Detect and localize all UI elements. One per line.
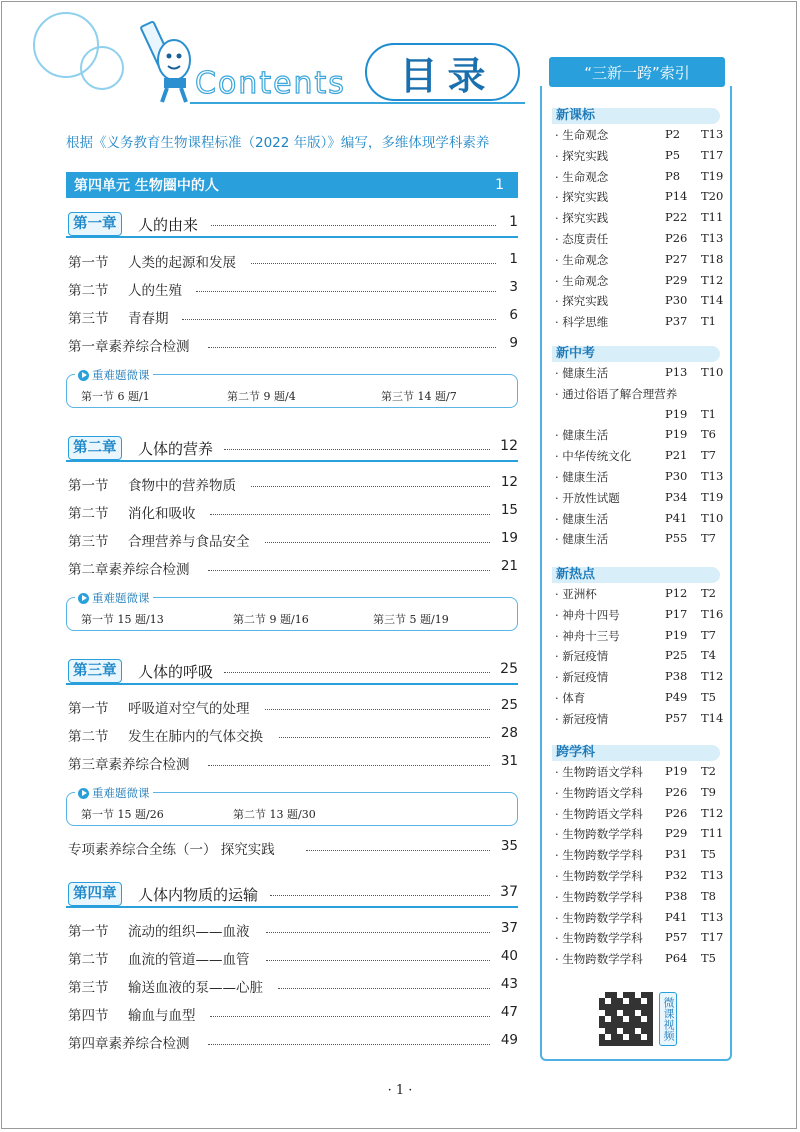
index-item[interactable]: [555, 868, 725, 886]
toc-entry[interactable]: [68, 948, 518, 968]
toc-entry[interactable]: [68, 307, 518, 327]
leader-dots: [208, 347, 496, 348]
toc-entry[interactable]: [68, 502, 518, 522]
index-item-topic: · 健康生活: [555, 511, 609, 526]
section-page: 47: [500, 1004, 518, 1020]
index-item[interactable]: [555, 711, 725, 729]
index-item-page: P34: [665, 489, 688, 504]
section-number: 第二节: [68, 283, 109, 299]
micro-lesson-tag: [75, 367, 153, 383]
leader-dots: [210, 1016, 490, 1017]
index-item-page: P64: [665, 951, 688, 966]
index-item-topic: · 探究实践: [555, 211, 609, 226]
index-item-question: T5: [701, 951, 716, 966]
index-item-topic: · 探究实践: [555, 148, 609, 163]
section-title: 呼吸道对空气的处理: [128, 701, 250, 717]
chapter-title: 人的由来: [138, 216, 199, 234]
index-item[interactable]: [555, 826, 725, 844]
index-item-page: P30: [665, 293, 688, 308]
index-item[interactable]: [555, 314, 725, 332]
index-item[interactable]: [555, 386, 725, 404]
index-item-topic: · 新冠疫情: [555, 649, 609, 664]
index-item-topic: · 生物跨语文学科: [555, 765, 643, 779]
index-item-topic: · 生物跨数学学科: [555, 827, 643, 842]
qr-label: 微课视频: [659, 992, 677, 1046]
index-item-question: T5: [701, 690, 716, 704]
index-item-topic: · 生物跨数学学科: [555, 931, 643, 946]
index-item-question: T7: [701, 531, 716, 546]
qr-module: [605, 1034, 611, 1040]
section-page: 28: [500, 725, 518, 741]
section-number: 第一节: [68, 924, 109, 940]
index-item-topic: · 生命观念: [555, 273, 609, 288]
index-item-page: P17: [665, 606, 688, 621]
section-number: 第二节: [68, 952, 109, 968]
index-item-page: P19: [665, 427, 688, 442]
index-item[interactable]: [555, 806, 725, 824]
page-number: · 1 ·: [387, 1083, 413, 1098]
index-item-topic: · 体育: [555, 691, 586, 705]
micro-lesson-box: [66, 368, 518, 408]
section-number: 第一节: [68, 701, 109, 717]
toc-entry[interactable]: [68, 279, 518, 299]
index-item-page: P22: [665, 210, 688, 225]
micro-lesson-label: 重难题微课: [92, 368, 150, 382]
chapter-page: 1: [509, 214, 518, 230]
section-number: 第三节: [68, 980, 109, 996]
section-page: 40: [500, 948, 518, 964]
index-item[interactable]: [555, 607, 725, 625]
index-category: 新课标: [552, 108, 720, 124]
leader-dots: [208, 765, 490, 766]
play-icon: [78, 593, 89, 604]
micro-lesson-item[interactable]: 第三节 5 题/19: [373, 613, 449, 626]
unit-title: 第四单元 生物圈中的人: [74, 178, 219, 194]
index-item-question: T13: [701, 127, 724, 141]
leader-dots: [182, 319, 496, 320]
index-item-topic: · 中华传统文化: [555, 449, 632, 464]
chapter-tag: 第二章: [68, 436, 122, 460]
section-title: 人类的起源和发展: [128, 255, 236, 271]
section-number: 第四节: [68, 1008, 109, 1024]
index-item-topic: · 神舟十三号: [555, 628, 620, 643]
index-item-topic: · 生命观念: [555, 169, 609, 184]
index-item-question: T9: [701, 784, 716, 799]
leader-dots: [251, 263, 496, 264]
chapter-4[interactable]: [66, 882, 518, 908]
index-item-question: T16: [701, 606, 724, 621]
index-item-topic: · 亚洲杯: [555, 587, 597, 601]
chapter-page: 25: [500, 661, 518, 677]
index-item-page: P26: [665, 784, 688, 799]
leader-dots: [208, 570, 490, 571]
chapter-title: 人体内物质的运输: [138, 886, 259, 904]
index-item-page: P19: [665, 764, 688, 778]
section-title: 第二章素养综合检测: [68, 562, 190, 578]
index-item-question: T2: [701, 764, 716, 778]
chapter-3[interactable]: [66, 659, 518, 685]
index-item[interactable]: [555, 169, 725, 187]
leader-dots: [196, 291, 496, 292]
index-item-page: P2: [665, 127, 681, 141]
index-item-question: T19: [701, 168, 724, 183]
qr-code-icon[interactable]: [599, 992, 653, 1046]
qr-module: [623, 1034, 629, 1040]
toc-entry[interactable]: [68, 697, 518, 717]
micro-lesson-item[interactable]: 第一节 6 题/1: [81, 390, 150, 403]
leader-dots: [208, 1044, 490, 1045]
section-number: 第二节: [68, 729, 109, 745]
index-item-page: P37: [665, 314, 688, 329]
index-item-question: T8: [701, 888, 716, 903]
index-item-page: P27: [665, 251, 688, 266]
index-item-page: P38: [665, 888, 688, 903]
section-page: 15: [500, 502, 518, 518]
index-item-question: T18: [701, 251, 724, 266]
index-item[interactable]: [555, 531, 725, 549]
section-page: 3: [509, 279, 518, 295]
index-item-page: P19: [665, 406, 688, 421]
index-item-page: P29: [665, 272, 688, 287]
index-item-topic: · 生命观念: [555, 252, 609, 267]
index-item[interactable]: [555, 490, 725, 508]
play-icon: [78, 370, 89, 381]
index-item[interactable]: [555, 448, 725, 466]
leader-dots: [265, 709, 490, 710]
contents-heading: Contents: [195, 66, 346, 101]
index-item[interactable]: [555, 293, 725, 311]
micro-lesson-box: [66, 591, 518, 631]
index-item-page: P32: [665, 868, 688, 882]
index-item[interactable]: [555, 427, 725, 445]
section-title: 发生在肺内的气体交换: [128, 729, 263, 745]
section-title: 食物中的营养物质: [128, 478, 236, 494]
index-item-topic: · 探究实践: [555, 190, 609, 205]
pencil-mascot-icon: [140, 16, 200, 106]
index-item-page: P8: [665, 168, 681, 183]
chapter-page: 37: [500, 884, 518, 900]
decor-circle-small: [80, 46, 124, 90]
section-page: 6: [509, 307, 518, 323]
index-item-page: P29: [665, 826, 688, 841]
index-item-topic: · 探究实践: [555, 294, 609, 309]
leader-dots: [224, 449, 490, 450]
section-title: 血流的管道——血管: [128, 952, 250, 968]
micro-lesson-label: 重难题微课: [92, 786, 150, 800]
toc-entry[interactable]: [68, 474, 518, 494]
leader-dots: [251, 486, 490, 487]
index-item-question: T13: [701, 868, 724, 882]
index-item[interactable]: [555, 785, 725, 803]
index-item[interactable]: [555, 273, 725, 291]
leader-dots: [210, 514, 490, 515]
section-page: 43: [500, 976, 518, 992]
index-item-question: T13: [701, 469, 724, 483]
qr-module: [641, 1016, 647, 1022]
index-item-topic: · 通过俗语了解合理营养: [555, 386, 678, 401]
leader-dots: [266, 960, 490, 961]
chapter-title: 人体的呼吸: [138, 663, 214, 681]
qr-module: [641, 1034, 647, 1040]
index-item-page: P12: [665, 586, 688, 600]
index-item-question: T13: [701, 909, 724, 924]
section-page: 19: [500, 530, 518, 546]
section-number: 第三节: [68, 534, 109, 550]
section-title: 消化和吸收: [128, 506, 196, 522]
chapter-title: 人体的营养: [138, 440, 214, 458]
header-rule: [190, 102, 525, 104]
section-page: 37: [500, 920, 518, 936]
index-item-topic: · 态度责任: [555, 232, 609, 246]
index-item[interactable]: [555, 127, 725, 145]
index-item-question: T12: [701, 805, 724, 820]
section-page: 1: [509, 251, 518, 267]
index-item-page: P49: [665, 690, 688, 704]
index-item[interactable]: [555, 847, 725, 865]
index-item-question: T20: [701, 189, 724, 204]
index-item-question: T7: [701, 448, 716, 463]
index-category: 跨学科: [552, 745, 720, 761]
section-number: 第一节: [68, 255, 109, 271]
leader-dots: [270, 895, 490, 896]
index-item-question: T11: [701, 826, 724, 841]
index-item[interactable]: [555, 407, 725, 425]
section-title: 第四章素养综合检测: [68, 1036, 190, 1052]
index-item[interactable]: [555, 669, 725, 687]
index-item-question: T17: [701, 147, 724, 162]
leader-dots: [266, 932, 490, 933]
page-title: [365, 43, 520, 101]
index-item-page: P21: [665, 448, 688, 463]
index-item[interactable]: [555, 690, 725, 708]
index-item-topic: · 神舟十四号: [555, 607, 620, 622]
leader-dots: [306, 850, 490, 851]
section-title: 流动的组织——血液: [128, 924, 250, 940]
chapter-tag: 第三章: [68, 659, 122, 683]
section-title: 第三章素养综合检测: [68, 757, 190, 773]
section-page: 35: [500, 838, 518, 854]
unit-page: 1: [495, 177, 504, 193]
qr-module: [641, 998, 647, 1004]
micro-lesson-tag: [75, 590, 153, 606]
index-item[interactable]: [555, 189, 725, 207]
toc-entry[interactable]: [68, 920, 518, 940]
section-page: 25: [500, 697, 518, 713]
chapter-tag: 第四章: [68, 882, 122, 906]
section-title: 输血与血型: [128, 1008, 196, 1024]
index-item-topic: · 健康生活: [555, 470, 609, 484]
index-item-question: T14: [701, 710, 724, 725]
index-item-question: T6: [701, 427, 716, 442]
play-icon: [78, 788, 89, 799]
index-item-question: T1: [701, 314, 716, 329]
index-item-topic: · 生物跨数学学科: [555, 848, 643, 863]
section-title: 人的生殖: [128, 283, 182, 299]
index-item-page: P38: [665, 669, 688, 684]
index-item-question: T13: [701, 231, 724, 245]
index-item[interactable]: [555, 210, 725, 228]
index-item[interactable]: [555, 930, 725, 948]
section-title: 青春期: [128, 311, 169, 327]
toc-entry[interactable]: [68, 976, 518, 996]
index-item-topic: · 开放性试题: [555, 490, 620, 505]
index-item-page: P19: [665, 627, 688, 642]
index-item-page: P41: [665, 909, 688, 924]
qr-module: [623, 1016, 629, 1022]
index-item[interactable]: [555, 231, 725, 249]
index-item-question: T4: [701, 648, 716, 663]
page-title-text: 目录: [399, 53, 496, 98]
leader-dots: [211, 225, 496, 226]
section-number: 第二节: [68, 506, 109, 522]
index-item-question: T2: [701, 586, 716, 600]
index-item-question: T1: [701, 406, 716, 421]
leader-dots: [279, 737, 490, 738]
index-item-page: P26: [665, 231, 688, 245]
index-item[interactable]: [555, 910, 725, 928]
index-title: “三新一跨”索引: [549, 57, 725, 87]
index-item-page: P5: [665, 147, 681, 162]
toc-entry[interactable]: [68, 335, 518, 355]
toc-entry[interactable]: [68, 251, 518, 271]
index-item-page: P57: [665, 930, 688, 945]
micro-lesson-item[interactable]: 第二节 13 题/30: [233, 808, 316, 821]
toc-entry-special[interactable]: [68, 838, 518, 858]
section-title: 输送血液的泵——心脏: [128, 980, 263, 996]
index-item[interactable]: [555, 365, 725, 383]
qr-module: [605, 1016, 611, 1022]
index-item-topic: · 生物跨语文学科: [555, 785, 643, 800]
index-item-topic: · 健康生活: [555, 428, 609, 443]
micro-lesson-item[interactable]: 第二节 9 题/4: [227, 390, 296, 403]
index-item-question: T10: [701, 365, 724, 379]
micro-lesson-item[interactable]: 第一节 15 题/26: [81, 808, 164, 821]
index-item-topic: · 健康生活: [555, 532, 609, 547]
index-item-topic: · 新冠疫情: [555, 711, 609, 726]
chapter-2[interactable]: [66, 436, 518, 462]
index-item[interactable]: [555, 252, 725, 270]
index-item[interactable]: [555, 628, 725, 646]
index-item-question: T10: [701, 510, 724, 525]
index-item-page: P30: [665, 469, 688, 483]
index-item[interactable]: [555, 469, 725, 487]
index-category: 新中考: [552, 346, 720, 362]
index-item-topic: · 生物跨数学学科: [555, 910, 643, 925]
index-item[interactable]: [555, 951, 725, 969]
index-item[interactable]: [555, 648, 725, 666]
index-item-page: P31: [665, 847, 688, 862]
toc-entry[interactable]: [68, 1032, 518, 1052]
index-item-question: T7: [701, 627, 716, 642]
index-item-topic: · 健康生活: [555, 366, 609, 380]
index-item-page: P26: [665, 805, 688, 820]
qr-module: [605, 998, 611, 1004]
index-item-topic: · 新冠疫情: [555, 670, 609, 685]
index-item-topic: · 科学思维: [555, 315, 609, 330]
toc-entry[interactable]: [68, 1004, 518, 1024]
chapter-tag: 第一章: [68, 212, 122, 236]
index-item[interactable]: [555, 889, 725, 907]
index-item-topic: · 生命观念: [555, 128, 609, 142]
index-item-topic: · 生物跨数学学科: [555, 889, 643, 904]
index-item[interactable]: [555, 511, 725, 529]
index-item-page: P57: [665, 710, 688, 725]
section-page: 31: [500, 753, 518, 769]
index-item-question: T11: [701, 210, 724, 225]
qr-module: [623, 998, 629, 1004]
index-item-question: T5: [701, 847, 716, 862]
chapter-1[interactable]: [66, 212, 518, 238]
toc-entry[interactable]: [68, 753, 518, 773]
section-title: 合理营养与食品安全: [128, 534, 250, 550]
index-item-topic: · 生物跨数学学科: [555, 952, 643, 967]
index-item-page: P41: [665, 510, 688, 525]
micro-lesson-item[interactable]: 第三节 14 题/7: [381, 390, 457, 403]
leader-dots: [265, 542, 490, 543]
micro-lesson-tag: [75, 785, 153, 801]
leader-dots: [278, 988, 490, 989]
micro-lesson-box: [66, 786, 518, 826]
toc-entry[interactable]: [68, 558, 518, 578]
leader-dots: [224, 672, 490, 673]
section-number: 第三节: [68, 311, 109, 327]
chapter-page: 12: [500, 438, 518, 454]
micro-lesson-label: 重难题微课: [92, 591, 150, 605]
section-page: 49: [500, 1032, 518, 1048]
index-item-topic: · 生物跨语文学科: [555, 806, 643, 821]
unit-header[interactable]: [66, 172, 518, 198]
index-item[interactable]: [555, 586, 725, 604]
toc-entry[interactable]: [68, 530, 518, 550]
index-item-page: P55: [665, 531, 688, 546]
section-page: 12: [500, 474, 518, 490]
subtitle: 根据《义务教育生物课程标准（2022 年版）》编写，多维体现学科素养: [66, 135, 490, 151]
index-item-question: T19: [701, 489, 724, 504]
index-item-page: P13: [665, 365, 688, 379]
index-item-question: T12: [701, 272, 724, 287]
section-title: 第一章素养综合检测: [68, 339, 190, 355]
toc-entry[interactable]: [68, 725, 518, 745]
index-item-question: T17: [701, 930, 724, 945]
section-number: 第一节: [68, 478, 109, 494]
index-item-question: T14: [701, 293, 724, 308]
micro-lesson-item[interactable]: 第二节 9 题/16: [233, 613, 309, 626]
index-item-page: P25: [665, 648, 688, 663]
index-item-question: T12: [701, 669, 724, 684]
section-page: 21: [500, 558, 518, 574]
index-item-topic: · 生物跨数学学科: [555, 869, 643, 883]
index-item-page: P14: [665, 189, 688, 204]
micro-lesson-item[interactable]: 第一节 15 题/13: [81, 613, 164, 626]
index-category: 新热点: [552, 567, 720, 583]
section-title: 专项素养综合全练（一） 探究实践: [68, 842, 275, 858]
index-item[interactable]: [555, 148, 725, 166]
index-item[interactable]: [555, 764, 725, 782]
section-page: 9: [509, 335, 518, 351]
